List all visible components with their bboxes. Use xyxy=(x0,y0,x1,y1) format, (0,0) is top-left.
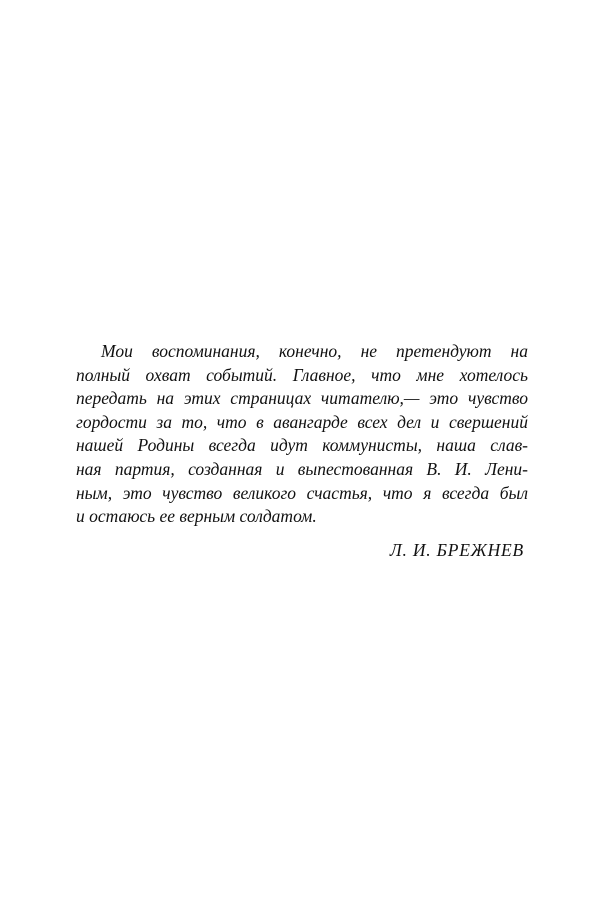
epigraph-line: нашей Родины всегда идут коммунисты, наша слав- xyxy=(76,435,528,456)
epigraph-line: полный охват событий. Главное, что мне хотелось xyxy=(76,364,528,385)
epigraph-line: ным, это чувство великого счастья, что я всегда был xyxy=(76,482,528,503)
epigraph-line: ная партия, созданная и выпестованная В. И. Лени- xyxy=(76,458,528,479)
author-signature: Л. И. БРЕЖНЕВ xyxy=(389,540,524,560)
epigraph-line: и остаюсь ее верным солдатом. xyxy=(76,506,317,527)
epigraph-line: Мои воспоминания, конечно, не претендуют на xyxy=(101,341,528,361)
epigraph-line: гордости за то, что в авангарде всех дел и свершений xyxy=(76,411,528,432)
epigraph-line: передать на этих страницах читателю,— это чувство xyxy=(76,388,528,409)
epigraph-quote xyxy=(76,340,528,529)
